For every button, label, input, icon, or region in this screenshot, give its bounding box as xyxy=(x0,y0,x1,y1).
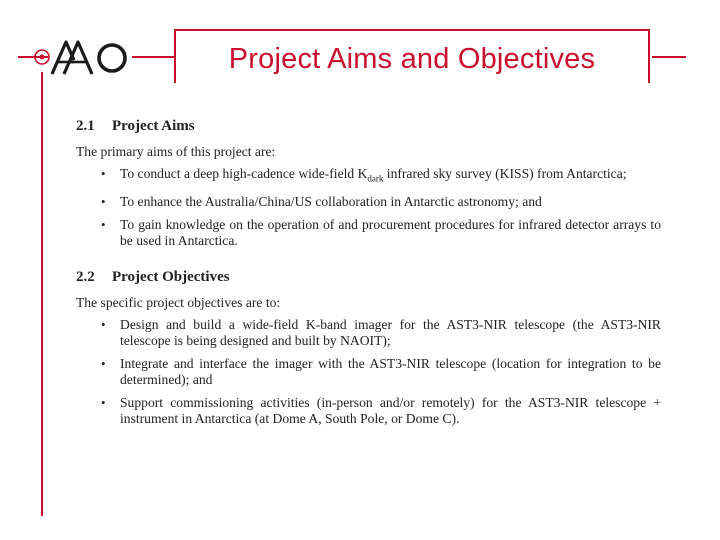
aims-list xyxy=(76,166,661,249)
list-item-text: To gain knowledge on the operation of and procurement procedures for infrared detector arrays to be used in Antarctica. xyxy=(120,216,661,248)
list-item xyxy=(76,217,661,249)
subscript-text: dark xyxy=(367,173,384,184)
aao-logo xyxy=(50,36,134,78)
list-item-text: Support commissioning activities (in-person and/or remotely) for the AST3-NIR telescope + instrument in Antarctica (at Dome A, South Pole, or Dome C). xyxy=(120,394,661,426)
bullet-icon: • xyxy=(101,166,106,181)
header-rule-middle xyxy=(132,56,174,58)
list-item xyxy=(76,356,661,388)
bullet-icon: • xyxy=(101,193,106,209)
page-title: Project Aims and Objectives xyxy=(228,42,596,75)
header-rule-right xyxy=(652,56,686,58)
section-heading-aims xyxy=(76,116,661,136)
list-item-text: To enhance the Australia/China/US collaboration in Antarctic astronomy; and xyxy=(120,193,542,209)
bullet-icon: • xyxy=(101,394,106,410)
bullet-icon: • xyxy=(101,355,106,371)
section-title: Project Aims xyxy=(112,118,195,134)
list-item-text: Integrate and interface the imager with the AST3-NIR telescope (location for integration to be determined); and xyxy=(120,355,661,387)
section-heading-objectives xyxy=(76,267,661,287)
list-item-text: To conduct a deep high-cadence wide-field K xyxy=(120,166,368,181)
list-item-text: Design and build a wide-field K-band imager for the AST3-NIR telescope (the AST3-NIR telescope is being designed and built by NAOIT); xyxy=(120,316,661,348)
list-item xyxy=(76,166,661,187)
list-item xyxy=(76,317,661,349)
list-item-text: infrared sky survey (KISS) from Antarctica; xyxy=(383,166,627,181)
left-accent-line xyxy=(41,72,43,516)
document-body xyxy=(76,116,661,434)
bullet-icon: • xyxy=(101,216,106,232)
list-item xyxy=(76,194,661,210)
title-frame xyxy=(174,29,650,83)
section-title: Project Objectives xyxy=(112,268,230,285)
section-number: 2.1 xyxy=(76,118,95,134)
section-number: 2.2 xyxy=(76,268,95,285)
section-intro: The primary aims of this project are: xyxy=(76,144,276,159)
section-intro: The specific project objectives are to: xyxy=(76,294,281,310)
bullet-icon: • xyxy=(101,316,106,332)
objectives-list xyxy=(76,317,661,427)
list-item xyxy=(76,395,661,427)
